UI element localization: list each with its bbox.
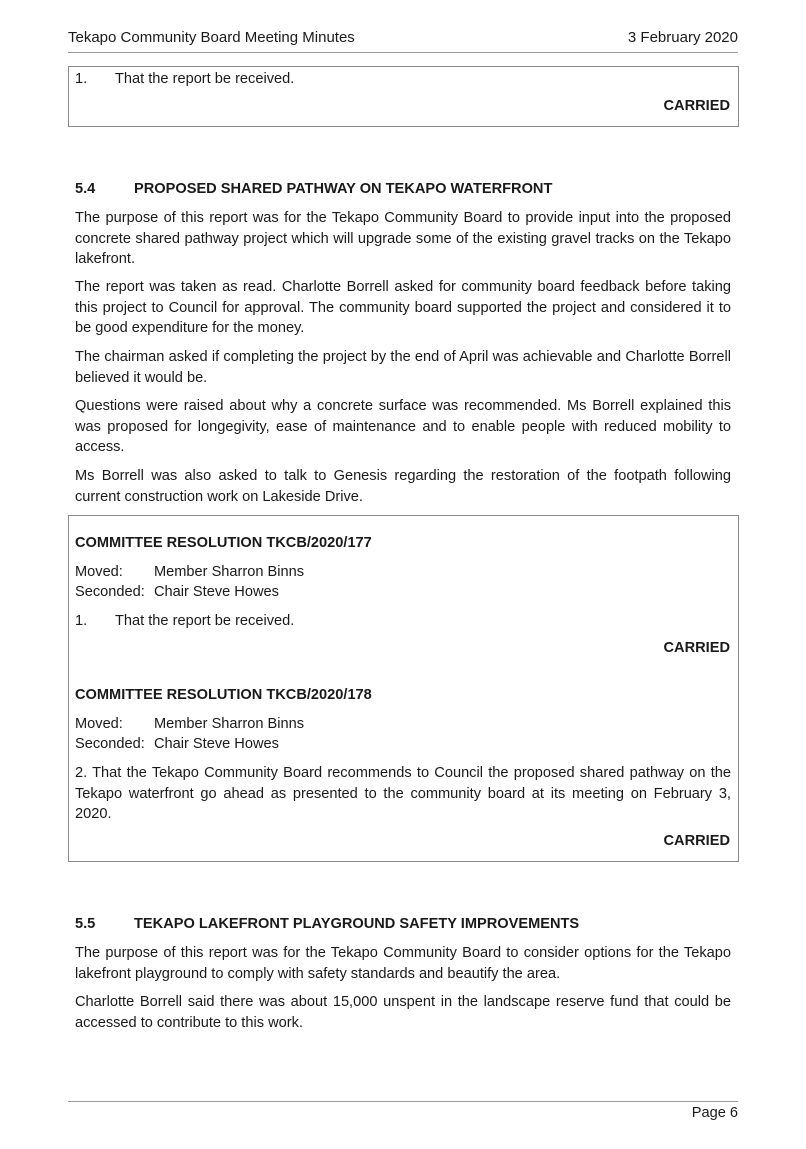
document-title: Tekapo Community Board Meeting Minutes <box>68 29 355 46</box>
paragraph: Questions were raised about why a concrete surface was recommended. Ms Borrell explained this was proposed for longegivity, ease of maintenance and to enable people with reduced mobility to access. <box>75 398 731 455</box>
resolution-item-number: 1. <box>75 71 88 87</box>
moved-by: Member Sharron Binns <box>154 564 305 580</box>
page-number: Page 6 <box>691 1105 738 1121</box>
section-number: 5.5 <box>75 916 96 932</box>
resolution-item-text: 2. That the Tekapo Community Board recommends to Council the proposed shared pathway on the Tekapo waterfront go ahead as presented to the community board at its meeting on February 3, 2020. <box>75 765 731 822</box>
resolution-title: COMMITTEE RESOLUTION TKCB/2020/178 <box>75 687 372 703</box>
page-header <box>68 28 738 53</box>
seconded-label: Seconded: <box>75 584 145 600</box>
resolution-item-text: That the report be received. <box>115 71 295 87</box>
paragraph: The purpose of this report was for the Tekapo Community Board to provide input into the proposed concrete shared pathway project which will upgrade some of the existing gravel tracks on the Tekapo lakefront. <box>75 210 731 267</box>
paragraph: The purpose of this report was for the Tekapo Community Board to consider options for the Tekapo lakefront playground to comply with safety standards and beautify the area. <box>75 945 731 982</box>
seconded-by: Chair Steve Howes <box>154 584 279 600</box>
paragraph: Ms Borrell was also asked to talk to Genesis regarding the restoration of the footpath following current construction work on Lakeside Drive. <box>75 468 731 505</box>
resolution-title: COMMITTEE RESOLUTION TKCB/2020/177 <box>75 535 372 551</box>
paragraph: The chairman asked if completing the project by the end of April was achievable and Charlotte Borrell believed it would be. <box>75 349 731 386</box>
seconded-by: Chair Steve Howes <box>154 736 279 752</box>
section-heading: PROPOSED SHARED PATHWAY ON TEKAPO WATERFRONT <box>134 181 553 197</box>
carried-label: CARRIED <box>663 640 730 656</box>
seconded-label: Seconded: <box>75 736 145 752</box>
carried-label: CARRIED <box>663 833 730 849</box>
footer-rule <box>68 1101 738 1102</box>
moved-by: Member Sharron Binns <box>154 716 305 732</box>
moved-label: Moved: <box>75 564 123 580</box>
moved-label: Moved: <box>75 716 123 732</box>
meeting-date: 3 February 2020 <box>627 29 738 46</box>
section-number: 5.4 <box>75 181 96 197</box>
resolution-item-text: That the report be received. <box>115 613 295 629</box>
paragraph: The report was taken as read. Charlotte Borrell asked for community board feedback before taking this project to Council for approval. The community board supported the project and considered it to be good expenditure for the money. <box>75 279 731 336</box>
paragraph: Charlotte Borrell said there was about 15,000 unspent in the landscape reserve fund that could be accessed to contribute to this work. <box>75 994 731 1031</box>
section-heading: TEKAPO LAKEFRONT PLAYGROUND SAFETY IMPROVEMENTS <box>134 916 580 932</box>
resolution-item-number: 1. <box>75 613 88 629</box>
carried-label: CARRIED <box>663 98 730 114</box>
